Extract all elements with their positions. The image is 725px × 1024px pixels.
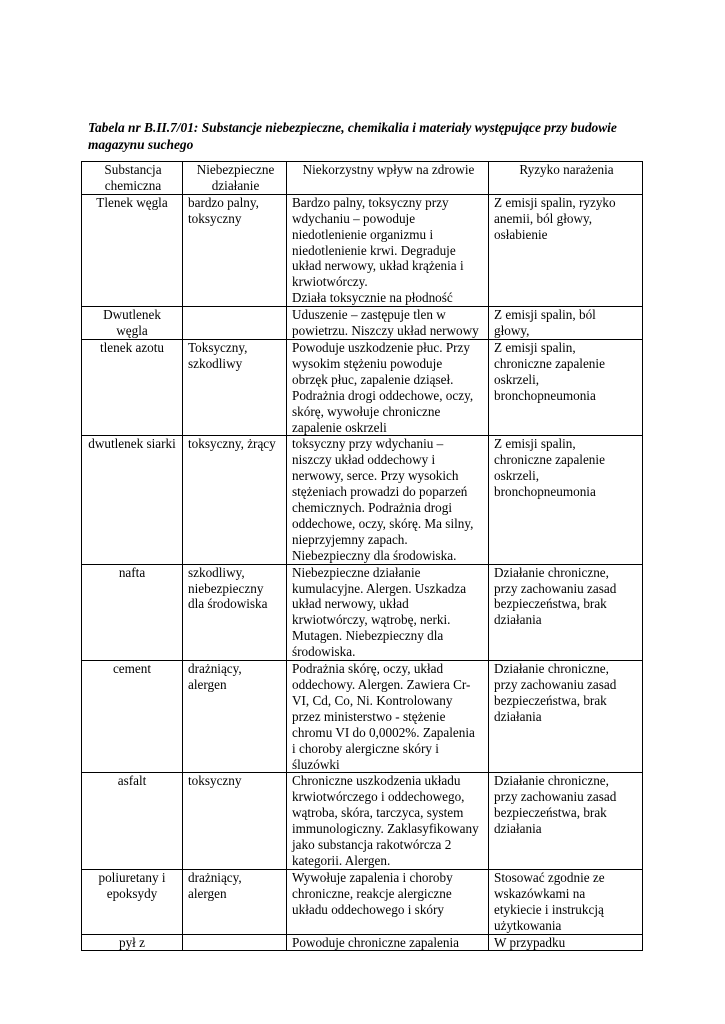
table-row: [82, 869, 643, 934]
health-effect-cell: toksyczny przy wdychaniu – niszczy układ oddechowy i nerwowy, serce. Przy wysokich stężeniach prowadzi do poparzeń chemicznych. Podrażnia drogi oddechowe, oczy, skórę. Ma silny, nieprzyjemny zapach. Niebezpieczny dla środowiska.: [287, 436, 489, 564]
hazard-cell: toksyczny, żrący: [183, 436, 287, 564]
substance-cell: Dwutlenek węgla: [82, 307, 183, 340]
exposure-risk-cell: Działanie chroniczne, przy zachowaniu zasad bezpieczeństwa, brak działania: [489, 564, 643, 660]
header-health-effect: [287, 162, 489, 195]
substance-cell: nafta: [82, 564, 183, 660]
hazard-cell: Toksyczny, szkodliwy: [183, 339, 287, 435]
hazard-cell: szkodliwy, niebezpieczny dla środowiska: [183, 564, 287, 660]
exposure-risk-cell: Stosować zgodnie ze wskazówkami na etykiecie i instrukcją użytkowania: [489, 869, 643, 934]
exposure-risk-cell: Działanie chroniczne, przy zachowaniu zasad bezpieczeństwa, brak działania: [489, 773, 643, 869]
table-row: [82, 661, 643, 773]
health-effect-cell: Powoduje uszkodzenie płuc. Przy wysokim stężeniu powoduje obrzęk płuc, zapalenie dziąseł. Podrażnia drogi oddechowe, oczy, skórę, wywołuje chroniczne zapalenie oskrzeli: [287, 339, 489, 435]
table-row: [82, 194, 643, 306]
table-row: [82, 773, 643, 869]
health-effect-cell: Podrażnia skórę, oczy, układ oddechowy. Alergen. Zawiera Cr- VI, Cd, Co, Ni. Kontrolowany przez ministerstwo - stężenie chromu VI do 0,0002%. Zapalenia i choroby alergiczne skóry i śluzówki: [287, 661, 489, 773]
exposure-risk-cell: W przypadku: [489, 934, 643, 951]
header-health-effect-text: Niekorzystny wpływ na zdrowie: [302, 162, 475, 177]
health-effect-cell: Bardzo palny, toksyczny przy wdychaniu – powoduje niedotlenienie organizmu i niedotlenienie krwi. Degraduje układ nerwowy, układ krążenia i krwiotwórczy. Działa toksycznie na płodność: [287, 194, 489, 306]
header-hazard-text: Niebezpieczne działanie: [196, 162, 275, 193]
health-effect-cell: Powoduje chroniczne zapalenia: [287, 934, 489, 951]
substance-cell: dwutlenek siarki: [82, 436, 183, 564]
table-row: [82, 934, 643, 951]
table-caption: Tabela nr B.II.7/01: Substancje niebezpieczne, chemikalia i materiały występujące przy budowie magazynu suchego: [88, 120, 617, 152]
header-substance-text: Substancja chemiczna: [104, 162, 162, 193]
hazard-cell: [183, 934, 287, 951]
hazard-cell: drażniący, alergen: [183, 661, 287, 773]
substance-cell: tlenek azotu: [82, 339, 183, 435]
health-effect-cell: Niebezpieczne działanie kumulacyjne. Alergen. Uszkadza układ nerwowy, układ krwiotwórczy, wątrobę, nerki. Mutagen. Niebezpieczny dla środowiska.: [287, 564, 489, 660]
substance-cell: pył z: [82, 934, 183, 951]
health-effect-cell: Chroniczne uszkodzenia układu krwiotwórczego i oddechowego, wątroba, skóra, tarczyca, system immunologiczny. Zaklasyfikowany jako substancja rakotwórcza 2 kategorii. Alergen.: [287, 773, 489, 869]
hazard-cell: [183, 307, 287, 340]
header-hazard: [183, 162, 287, 195]
table-row: [82, 564, 643, 660]
exposure-risk-cell: Z emisji spalin, chroniczne zapalenie oskrzeli, bronchopneumonia: [489, 339, 643, 435]
substance-cell: Tlenek węgla: [82, 194, 183, 306]
table-header-row: [82, 162, 643, 195]
exposure-risk-cell: Z emisji spalin, ból głowy,: [489, 307, 643, 340]
exposure-risk-cell: Z emisji spalin, ryzyko anemii, ból głowy, osłabienie: [489, 194, 643, 306]
table-row: [82, 307, 643, 340]
substance-cell: asfalt: [82, 773, 183, 869]
exposure-risk-cell: Działanie chroniczne, przy zachowaniu zasad bezpieczeństwa, brak działania: [489, 661, 643, 773]
hazard-cell: toksyczny: [183, 773, 287, 869]
header-substance: [82, 162, 183, 195]
hazard-cell: drażniący, alergen: [183, 869, 287, 934]
hazard-cell: bardzo palny, toksyczny: [183, 194, 287, 306]
substances-table: [81, 161, 643, 951]
substance-cell: poliuretany i epoksydy: [82, 869, 183, 934]
table-row: [82, 339, 643, 435]
health-effect-cell: Uduszenie – zastępuje tlen w powietrzu. Niszczy układ nerwowy: [287, 307, 489, 340]
header-exposure-risk: [489, 162, 643, 195]
header-exposure-risk-text: Ryzyko narażenia: [519, 162, 614, 177]
exposure-risk-cell: Z emisji spalin, chroniczne zapalenie oskrzeli, bronchopneumonia: [489, 436, 643, 564]
substance-cell: cement: [82, 661, 183, 773]
table-row: [82, 436, 643, 564]
health-effect-cell: Wywołuje zapalenia i choroby chroniczne, reakcje alergiczne układu oddechowego i skóry: [287, 869, 489, 934]
